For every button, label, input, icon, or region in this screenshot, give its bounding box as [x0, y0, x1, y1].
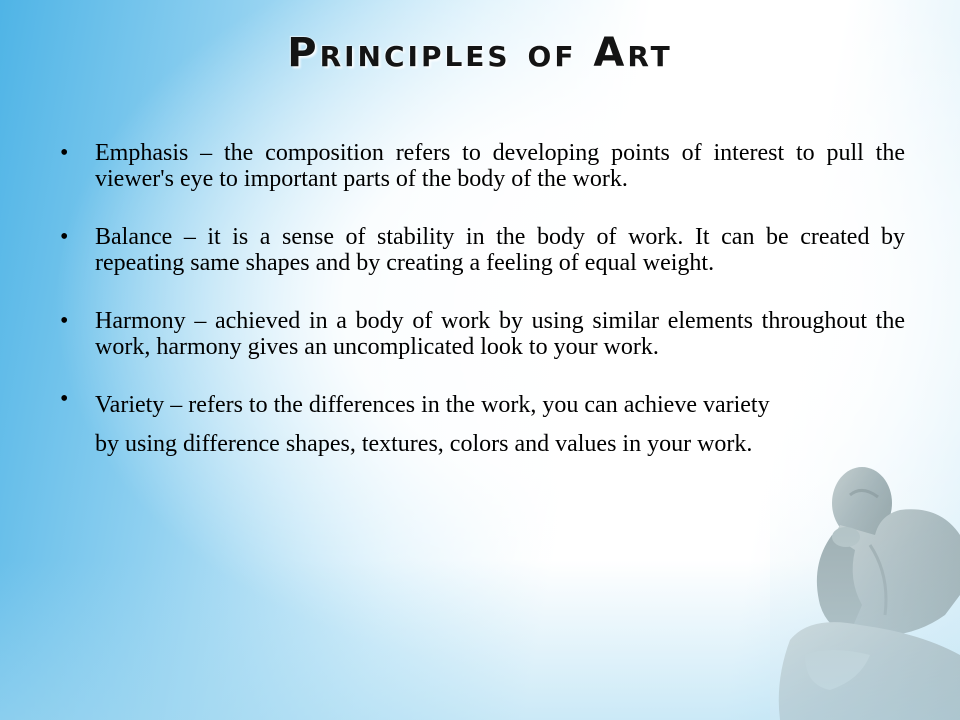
thinker-statue-icon	[770, 455, 960, 720]
bullet-item-emphasis	[60, 140, 905, 192]
bullet-item-variety	[60, 386, 905, 464]
slide-title-text: Principles of Art	[287, 30, 673, 76]
slide-title	[0, 30, 960, 90]
bullet-text: Harmony – achieved in a body of work by using similar elements throughout the work, harmony gives an uncomplicated look to your work.	[95, 308, 905, 360]
bullet-item-balance	[60, 224, 905, 276]
bullet-text: Variety – refers to the differences in the work, you can achieve variety by using difference shapes, textures, colors and values in your work.	[95, 392, 770, 457]
bullet-item-harmony	[60, 308, 905, 360]
bullet-dot: •	[60, 308, 69, 334]
bullet-dot: •	[60, 140, 69, 166]
bullet-text: Emphasis – the composition refers to developing points of interest to pull the viewer's eye to important parts of the body of the work.	[95, 140, 905, 192]
bullet-dot: •	[60, 224, 69, 250]
bullet-text: Balance – it is a sense of stability in the body of work. It can be created by repeating same shapes and by creating a feeling of equal weight.	[95, 224, 905, 276]
bullet-dot: •	[60, 386, 69, 412]
bullet-list	[60, 140, 905, 496]
